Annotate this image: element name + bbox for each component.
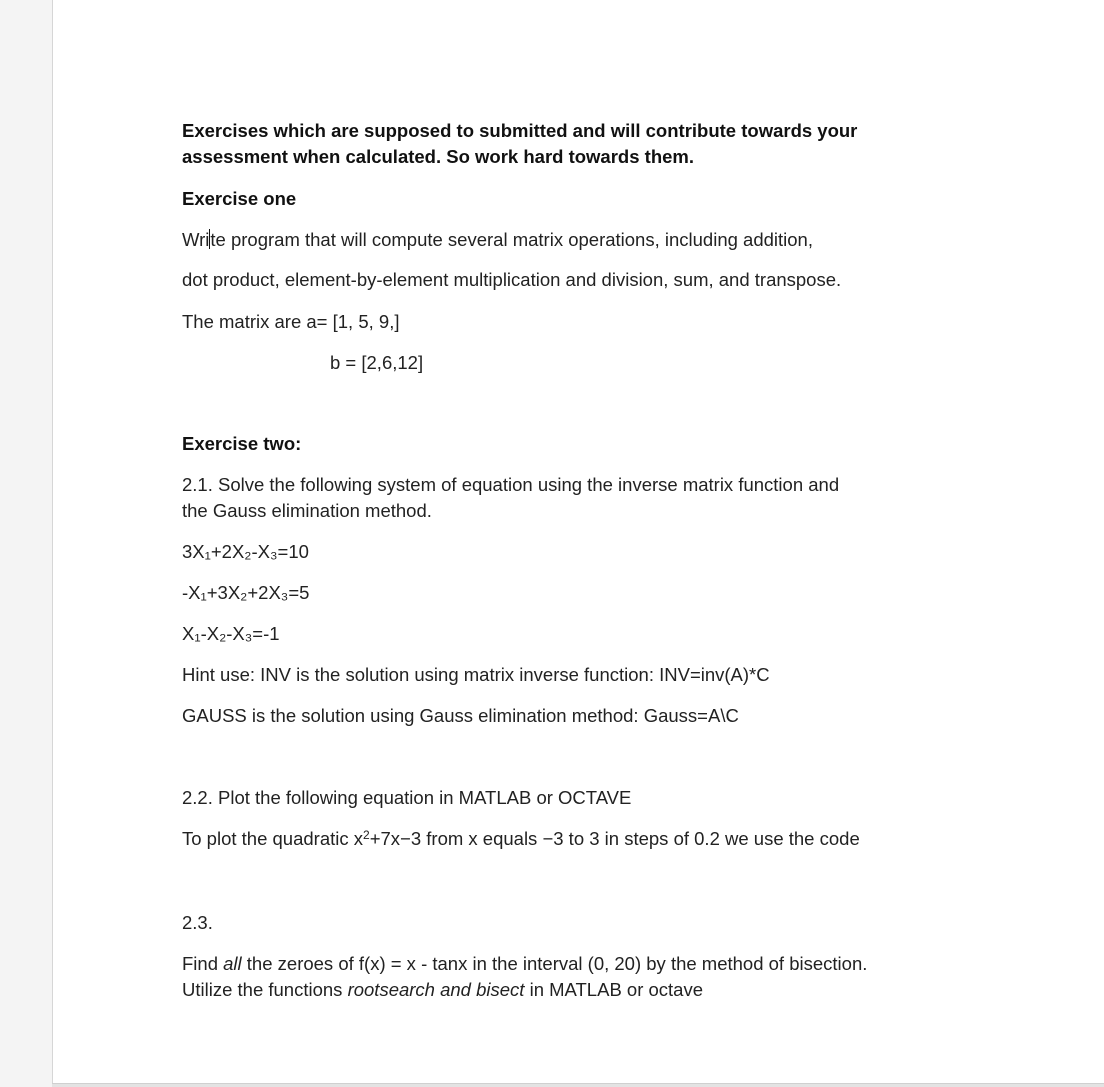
q23-line-1 bbox=[182, 951, 867, 977]
q21-line-2: the Gauss elimination method. bbox=[182, 500, 432, 521]
q22-line-1: 2.2. Plot the following equation in MATLAB or OCTAVE bbox=[182, 787, 632, 808]
exercise-one-line-1 bbox=[182, 227, 813, 253]
exercise-one-heading: Exercise one bbox=[182, 188, 297, 209]
q22-line-2-start: To plot the quadratic x bbox=[182, 828, 363, 849]
hint-line: Hint use: INV is the solution using matrix inverse function: INV=inv(A)*C bbox=[182, 664, 770, 685]
intro-line-1: Exercises which are supposed to submitted and will contribute towards your bbox=[182, 120, 858, 141]
q23-line-1-rest: the zeroes of f(x) = x - tanx in the interval (0, 20) by the method of bisection. bbox=[241, 953, 868, 974]
exercise-one-line-4: b = [2,6,12] bbox=[330, 352, 424, 373]
q22-line-2 bbox=[182, 826, 860, 852]
page-bottom-edge bbox=[52, 1083, 1104, 1087]
left-margin-gutter bbox=[0, 0, 53, 1087]
equation-1: 3X₁+2X₂-X₃=10 bbox=[182, 541, 309, 562]
q22-line-2-rest: +7x−3 from x equals −3 to 3 in steps of 0.2 we use the code bbox=[369, 828, 860, 849]
equation-2: -X₁+3X₂+2X₃=5 bbox=[182, 582, 310, 603]
q23-line-2-emphasis: rootsearch and bisect bbox=[347, 979, 525, 1000]
exercise-one-line-1-start: Wri bbox=[182, 229, 210, 250]
q23-line-1-start: Find bbox=[182, 953, 224, 974]
q23-line-2 bbox=[182, 977, 703, 1003]
q21-line-1: 2.1. Solve the following system of equation using the inverse matrix function and bbox=[182, 474, 840, 495]
q22-superscript: 2 bbox=[363, 828, 370, 842]
q23-line-2-start: Utilize the functions bbox=[182, 979, 348, 1000]
q23-number: 2.3. bbox=[182, 912, 213, 933]
gauss-line: GAUSS is the solution using Gauss elimination method: Gauss=A\C bbox=[182, 705, 739, 726]
q23-line-1-emphasis: all bbox=[223, 953, 242, 974]
q23-line-2-rest: in MATLAB or octave bbox=[524, 979, 704, 1000]
exercise-two-heading: Exercise two: bbox=[182, 433, 302, 454]
intro-line-2: assessment when calculated. So work hard towards them. bbox=[182, 146, 694, 167]
exercise-one-line-2: dot product, element-by-element multiplication and division, sum, and transpose. bbox=[182, 269, 842, 290]
exercise-one-line-3: The matrix are a= [1, 5, 9,] bbox=[182, 311, 400, 332]
equation-3: X₁-X₂-X₃=-1 bbox=[182, 623, 280, 644]
exercise-one-line-1-rest: te program that will compute several matrix operations, including addition, bbox=[210, 229, 813, 250]
